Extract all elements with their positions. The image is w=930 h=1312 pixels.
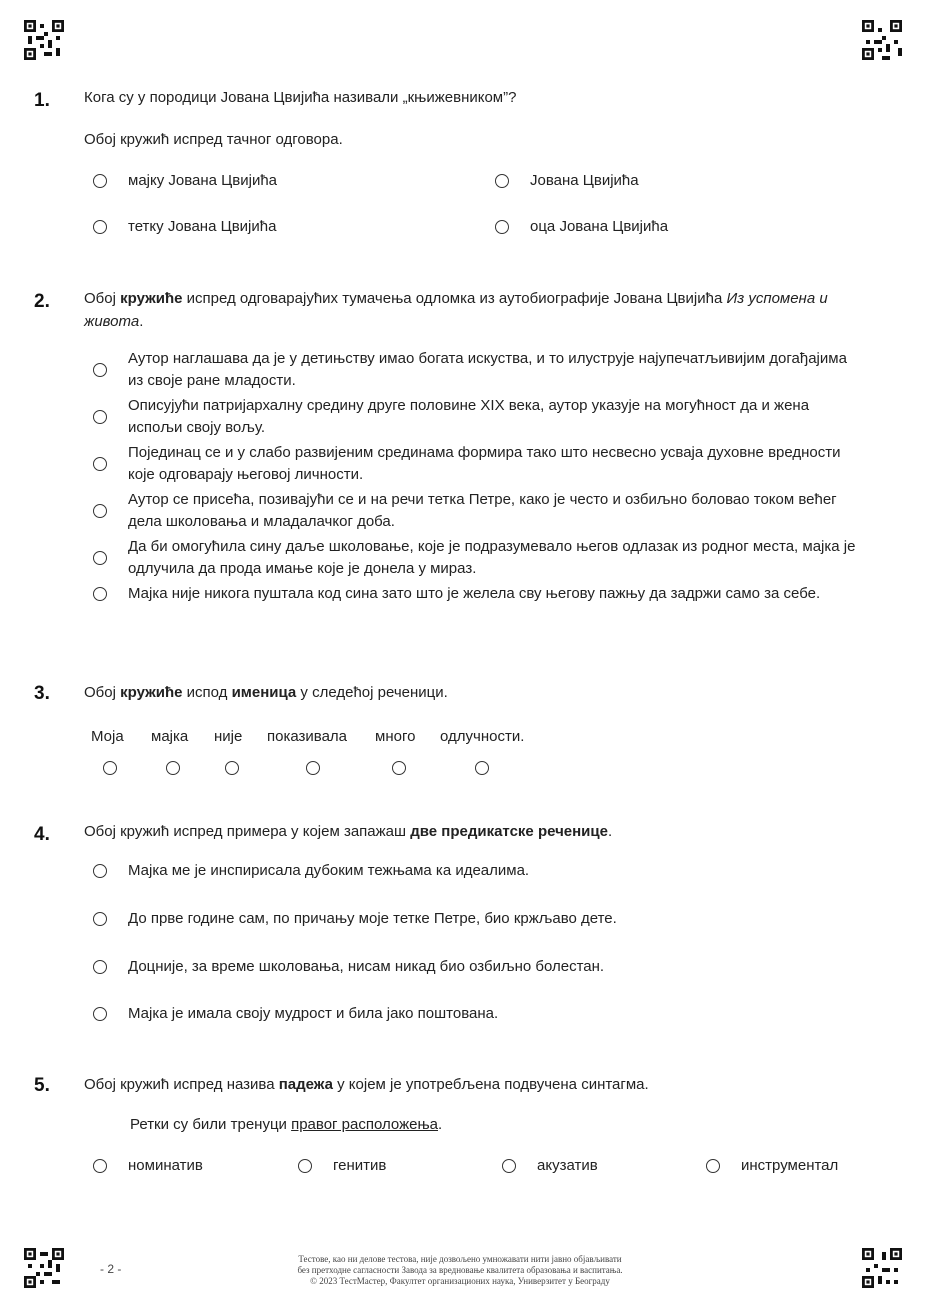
qr-code-bottom-left <box>24 1248 64 1288</box>
radio-circle[interactable] <box>93 587 107 601</box>
page-number: - 2 - <box>100 1262 122 1276</box>
radio-circle[interactable] <box>93 220 107 234</box>
q5-option-2-label: генитив <box>333 1157 387 1174</box>
question-5-text: Обој кружић испред назива падежа у којем је употребљена подвучена синтагма. <box>84 1076 649 1093</box>
radio-circle[interactable] <box>298 1159 312 1173</box>
q4-option-2-label: До прве године сам, по причању моје тетке Петре, био кржљаво дете. <box>128 910 617 927</box>
radio-circle[interactable] <box>93 504 107 518</box>
q1-option-2[interactable] <box>495 170 639 192</box>
qr-code-top-right <box>862 20 902 60</box>
question-1-instruction: Обој кружић испред тачног одговора. <box>84 131 343 148</box>
q2-option-3-label: Појединац се и у слабо развијеним срединама формира тако што несвесно усваја духовне вредности које одговарају његовој личности. <box>128 444 841 483</box>
footer-line-1: Тестове, као ни делове тестова, није дозвољено умножавати нити јавно објављивати <box>298 1254 622 1264</box>
question-1-text: Кога су у породици Јована Цвијића називали „књижевником”? <box>84 89 517 106</box>
q3-word-3: није <box>214 728 243 745</box>
q5-option-1-label: номинатив <box>128 1157 203 1174</box>
q2-option-4-label: Аутор се присећа, позивајући се и на речи тетка Петре, како је често и озбиљно боловао током већег дела школовања и младалачког доба. <box>128 491 837 530</box>
radio-circle[interactable] <box>495 174 509 188</box>
q1-option-1-label: мајку Јована Цвијића <box>128 172 278 189</box>
q4-option-3-label: Доцније, за време школовања, нисам никад био озбиљно болестан. <box>128 958 605 975</box>
q4-option-4-label: Мајка је имала своју мудрост и била јако поштована. <box>128 1005 499 1022</box>
q5-option-3-label: акузатив <box>537 1157 598 1174</box>
q4-option-4[interactable] <box>93 1003 498 1025</box>
radio-circle[interactable] <box>93 1159 107 1173</box>
question-3-number: 3. <box>34 683 50 704</box>
question-4-text: Обој кружић испред примера у којем запажаш две предикатске реченице. <box>84 823 613 840</box>
q5-option-2[interactable] <box>298 1155 386 1177</box>
q2-option-5-label: Да би омогућила сину даље школовање, које је подразумевало његов одлазак из родног места, мајка је одлучила да прода имање које је донела у мираз. <box>128 538 856 577</box>
qr-code-bottom-right <box>862 1248 902 1288</box>
radio-circle[interactable] <box>495 220 509 234</box>
q5-option-1[interactable] <box>93 1155 203 1177</box>
question-2-text: Обој кружиће испред одговарајућих тумачења одломка из аутобиографије Јована Цвијића Из успомена и живота. <box>84 290 828 330</box>
q5-option-4-label: инструментал <box>741 1157 839 1174</box>
radio-circle[interactable] <box>93 457 107 471</box>
q4-option-1[interactable] <box>93 860 529 882</box>
q2-option-1-label: Аутор наглашава да је у детињству имао богата искуства, и то илуструје најупечатљивијим догађајима из своје ране младости. <box>128 350 847 389</box>
radio-circle[interactable] <box>93 551 107 565</box>
radio-circle[interactable] <box>93 174 107 188</box>
q5-option-3[interactable] <box>502 1155 598 1177</box>
q4-option-2[interactable] <box>93 908 617 930</box>
radio-circle[interactable] <box>93 960 107 974</box>
question-5-number: 5. <box>34 1075 50 1096</box>
q1-option-3[interactable] <box>93 216 276 238</box>
question-4-number: 4. <box>34 824 50 845</box>
q2-option-2-label: Описујући патријархалну средину друге половине XIX века, аутор указује на могућност да и жена испољи своју вољу. <box>128 397 810 436</box>
q3-word-2: мајка <box>151 728 189 745</box>
radio-circle[interactable] <box>93 1007 107 1021</box>
q1-option-4-label: оца Јована Цвијића <box>530 218 669 235</box>
q2-option-5[interactable] <box>93 536 863 580</box>
copyright-footer <box>200 1254 720 1287</box>
q3-radio-5[interactable] <box>392 761 406 775</box>
q2-option-6-label: Мајка није никога пуштала код сина зато што је желела сву његову пажњу да задржи само за себе. <box>128 585 821 602</box>
q5-option-4[interactable] <box>706 1155 838 1177</box>
q1-option-2-label: Јована Цвијића <box>530 172 639 189</box>
q4-option-3[interactable] <box>93 956 604 978</box>
question-1-number: 1. <box>34 90 50 111</box>
qr-code-top-left <box>24 20 64 60</box>
question-5-sentence: Ретки су били тренуци правог расположења. <box>130 1116 443 1133</box>
radio-circle[interactable] <box>93 912 107 926</box>
underlined-phrase: правог расположења <box>291 1116 439 1133</box>
q3-radio-6[interactable] <box>475 761 489 775</box>
q2-option-4[interactable] <box>93 489 863 533</box>
q3-radio-2[interactable] <box>166 761 180 775</box>
radio-circle[interactable] <box>93 410 107 424</box>
footer-line-2: без претходне сагласности Завода за вредновање квалитета образовања и васпитања. <box>297 1265 623 1275</box>
radio-circle[interactable] <box>93 864 107 878</box>
q2-option-1[interactable] <box>93 348 863 392</box>
q2-option-2[interactable] <box>93 395 863 439</box>
q1-option-4[interactable] <box>495 216 668 238</box>
q2-option-6[interactable] <box>93 583 863 605</box>
q3-radio-1[interactable] <box>103 761 117 775</box>
radio-circle[interactable] <box>706 1159 720 1173</box>
q3-word-5: много <box>375 728 416 745</box>
q1-option-1[interactable] <box>93 170 277 192</box>
question-3-text: Обој кружиће испод именица у следећој реченици. <box>84 684 448 701</box>
question-2-number: 2. <box>34 291 50 312</box>
footer-line-3: © 2023 ТестМастер, Факултет организационих наука, Универзитет у Београду <box>310 1276 610 1286</box>
q3-radio-4[interactable] <box>306 761 320 775</box>
q3-word-6: одлучности. <box>440 728 525 745</box>
q2-option-3[interactable] <box>93 442 863 486</box>
q3-word-1: Моја <box>91 728 124 745</box>
radio-circle[interactable] <box>502 1159 516 1173</box>
q3-radio-3[interactable] <box>225 761 239 775</box>
q1-option-3-label: тетку Јована Цвијића <box>128 218 277 235</box>
radio-circle[interactable] <box>93 363 107 377</box>
q4-option-1-label: Мајка ме је инспирисала дубоким тежњама ка идеалима. <box>128 862 530 879</box>
q3-word-4: показивала <box>267 728 348 745</box>
